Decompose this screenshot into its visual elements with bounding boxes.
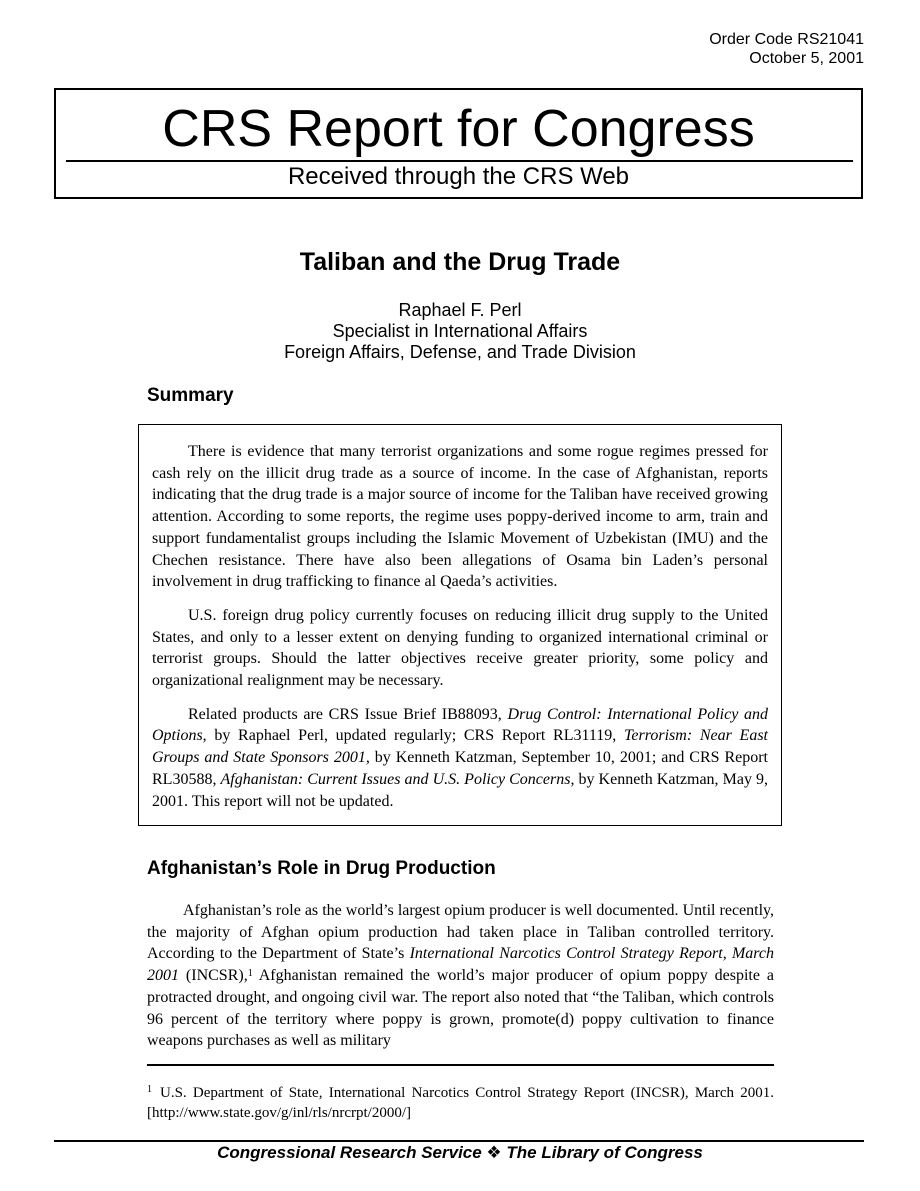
related-text-4: , by Kenneth Katzman, May 9, 2001. This report will not be updated. [152,770,768,810]
report-title: Taliban and the Drug Trade [299,248,621,276]
footnote [147,1083,774,1123]
section-body [147,900,774,1052]
body-text-3: Afghanistan remained the world’s major producer of opium poppy despite a protracted drought, and ongoing civil war. The report also noted that “the Taliban, which controls 96 percent of the territory where poppy is grown, promote(d) poppy cultivation to finance weapons purchases as well as military [147,967,774,1050]
report-date: October 5, 2001 [749,50,864,67]
related-title-3: Afghanistan: Current Issues and U.S. Policy Concerns [220,770,571,788]
summary-paragraph-3 [152,704,768,813]
body-paragraph [147,900,774,1052]
incsr-title: International Narcotics Control Strategy Report, March 2001 [147,945,775,985]
crs-banner [54,88,863,199]
footnote-reference: 1 [247,968,253,980]
author-name: Raphael F. Perl [398,300,522,320]
body-text-2: (INCSR), [179,967,248,985]
footnote-divider [147,1064,774,1066]
summary-heading: Summary [147,385,234,406]
related-text-3: , by Kenneth Katzman, September 10, 2001; and CRS Report RL30588, [152,749,768,788]
banner-subtitle: Received through the CRS Web [287,163,630,190]
summary-box [138,424,782,826]
summary-paragraph-1: There is evidence that many terrorist organizations and some rogue regimes pressed for cash rely on the illicit drug trade as a source of income. In the case of Afghanistan, reports indicating that the drug trade is a major source of income for the Taliban have received growing attention. According to some reports, the regime uses poppy-derived income to arm, train and support fundamentalist groups including the Islamic Movement of Uzbekistan (IMU) and the Chechen resistance. There have also been allegations of Osama bin Laden’s personal involvement in drug trafficking to finance al Qaeda’s activities. [152,443,768,591]
footnote-number: 1 [147,1084,152,1095]
body-text-1: Afghanistan’s role as the world’s largest opium producer is well documented. Until recently, the majority of Afghan opium production had taken place in Taliban controlled territory. According to the Department of State’s [147,902,774,963]
author-block [0,300,920,363]
banner-divider [66,160,853,162]
footnote-text: U.S. Department of State, International Narcotics Control Strategy Report (INCSR), March 2001. [http://www.state.gov/g/inl/rls/nrcrpt/2000/] [147,1085,774,1121]
related-text-2: , by Raphael Perl, updated regularly; CRS Report RL31119, [202,727,624,745]
page-footer: Congressional Research Service ❖ The Library of Congress [217,1143,703,1162]
order-info [709,30,864,68]
banner-title: CRS Report for Congress [162,100,755,158]
summary-paragraph-2: U.S. foreign drug policy currently focuses on reducing illicit drug supply to the United States, and only to a lesser extent on denying funding to organized international criminal or terrorist groups. Should the latter objectives receive greater priority, some policy and organizational realignment may be necessary. [152,606,768,690]
author-title: Specialist in International Affairs [332,321,588,341]
related-title-2: Terrorism: Near East Groups and State Sponsors 2001 [152,727,768,767]
section-heading: Afghanistan’s Role in Drug Production [147,858,496,879]
order-code: Order Code RS21041 [709,31,864,48]
related-title-1: Drug Control: International Policy and Options [152,705,769,745]
related-text-1: Related products are CRS Issue Brief IB88093, [188,705,508,723]
author-division: Foreign Affairs, Defense, and Trade Division [284,342,636,362]
